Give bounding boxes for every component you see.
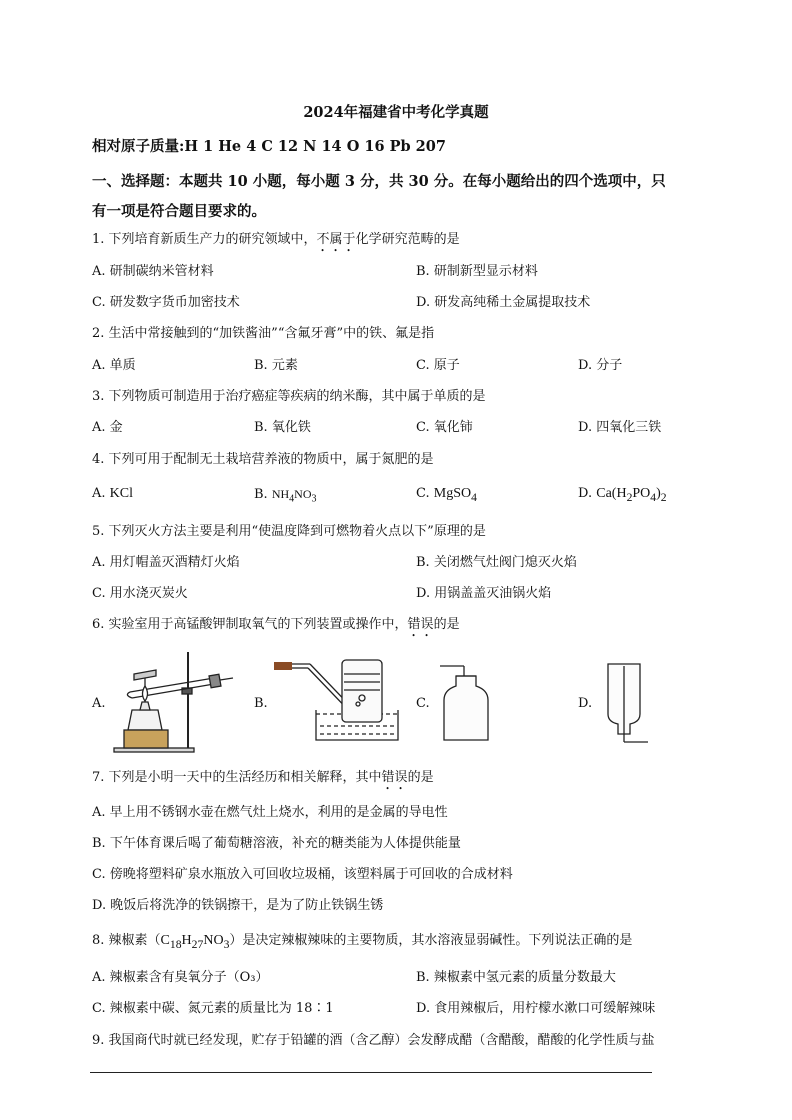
q1-option-d[interactable]: D. 研发高纯稀土金属提取技术 (416, 295, 591, 310)
apparatus-d-inverted-bottle-figure (600, 660, 652, 746)
question-3-stem: 3. 下列物质可制造用于治疗癌症等疾病的纳米酶，其中属于单质的是 (92, 389, 486, 404)
question-6-stem: 6. 实验室用于高锰酸钾制取氧气的下列装置或操作中，错误的是 (92, 617, 460, 632)
atomic-mass-line: 相对原子质量:H 1 He 4 C 12 N 14 O 16 Pb 207 (92, 138, 446, 155)
q4-option-c[interactable]: C. MgSO$_4$ (416, 486, 477, 504)
emphasis-not: 不属于 (316, 232, 356, 247)
q2-option-b[interactable]: B. 元素 (254, 358, 298, 373)
question-1-stem: 1. 下列培育新质生产力的研究领域中，不属于化学研究范畴的是 (92, 232, 460, 247)
apparatus-b-water-collection-figure (270, 654, 402, 746)
question-9-stem: 9. 我国商代时就已经发现，贮存于铅罐的酒（含乙醇）会发酵成醋（含醋酸，醋酸的化学性质与盐 (92, 1033, 655, 1048)
q5-option-b[interactable]: B. 关闭燃气灶阀门熄灭火焰 (416, 555, 577, 570)
q1-option-c[interactable]: C. 研发数字货币加密技术 (92, 295, 240, 310)
question-5-stem: 5. 下列灭火方法主要是利用“使温度降到可燃物着火点以下”原理的是 (92, 524, 486, 539)
question-8-stem: 8. 辣椒素$(C_{18}H_{27}NO_3)$是决定辣椒辣味的主要物质，其水溶液显弱碱性。下列说法正确的是 (92, 933, 633, 951)
emphasis-wrong: 错误 (407, 617, 434, 632)
q3-option-d[interactable]: D. 四氧化三铁 (578, 420, 662, 435)
q5-option-c[interactable]: C. 用水浇灭炭火 (92, 586, 188, 601)
q1-option-a[interactable]: A. 研制碳纳米管材料 (92, 264, 214, 279)
question-4-stem: 4. 下列可用于配制无土栽培营养液的物质中，属于氮肥的是 (92, 452, 434, 467)
emphasis-wrong: 错误 (381, 770, 408, 785)
q6-label-b[interactable]: B. (254, 696, 268, 711)
q7-option-d[interactable]: D. 晚饭后将洗净的铁锅擦干，是为了防止铁锅生锈 (92, 898, 384, 913)
q7-option-b[interactable]: B. 下午体育课后喝了葡萄糖溶液，补充的糖类能为人体提供能量 (92, 836, 461, 851)
q3-option-a[interactable]: A. 金 (92, 420, 123, 435)
q2-option-c[interactable]: C. 原子 (416, 358, 460, 373)
question-7-stem: 7. 下列是小明一天中的生活经历和相关解释，其中错误的是 (92, 770, 434, 785)
q3-option-c[interactable]: C. 氧化铈 (416, 420, 473, 435)
footer-rule (90, 1072, 652, 1073)
q1-option-b[interactable]: B. 研制新型显示材料 (416, 264, 538, 279)
section-heading-line2: 有一项是符合题目要求的。 (92, 203, 266, 220)
page-title: 2024年福建省中考化学真题 (303, 104, 489, 121)
q7-option-a[interactable]: A. 早上用不锈钢水壶在燃气灶上烧水，利用的是金属的导电性 (92, 805, 448, 820)
section-heading-line1: 一、选择题：本题共 10 小题，每小题 3 分，共 30 分。在每小题给出的四个选项中，只 (92, 173, 666, 190)
q4-option-b[interactable]: B. $NH_4NO_3$ (254, 487, 317, 505)
q3-option-b[interactable]: B. 氧化铁 (254, 420, 311, 435)
q6-label-d[interactable]: D. (578, 696, 593, 711)
q4-option-a[interactable]: A. KCl (92, 486, 134, 501)
q7-option-c[interactable]: C. 傍晚将塑料矿泉水瓶放入可回收垃圾桶，该塑料属于可回收的合成材料 (92, 867, 513, 882)
q8-option-c[interactable]: C. 辣椒素中碳、氮元素的质量比为 18∶1 (92, 1001, 334, 1016)
q8-option-d[interactable]: D. 食用辣椒后，用柠檬水漱口可缓解辣味 (416, 1001, 656, 1016)
q5-option-d[interactable]: D. 用锅盖盖灭油锅火焰 (416, 586, 552, 601)
q4-option-d[interactable]: D. $Ca(H_2PO_4)_2$ (578, 486, 667, 504)
apparatus-a-heating-figure (110, 648, 235, 754)
q8-option-a[interactable]: A. 辣椒素含有臭氧分子（O₃） (92, 970, 269, 985)
q2-option-a[interactable]: A. 单质 (92, 358, 136, 373)
question-2-stem: 2. 生活中常接触到的“加铁酱油”“含氟牙膏”中的铁、氟是指 (92, 326, 435, 341)
apparatus-c-gas-bottle-figure (436, 660, 492, 744)
q6-label-a[interactable]: A. (92, 696, 106, 711)
q6-label-c[interactable]: C. (416, 696, 430, 711)
q8-option-b[interactable]: B. 辣椒素中氢元素的质量分数最大 (416, 970, 616, 985)
q2-option-d[interactable]: D. 分子 (578, 358, 623, 373)
q5-option-a[interactable]: A. 用灯帽盖灭酒精灯火焰 (92, 555, 240, 570)
